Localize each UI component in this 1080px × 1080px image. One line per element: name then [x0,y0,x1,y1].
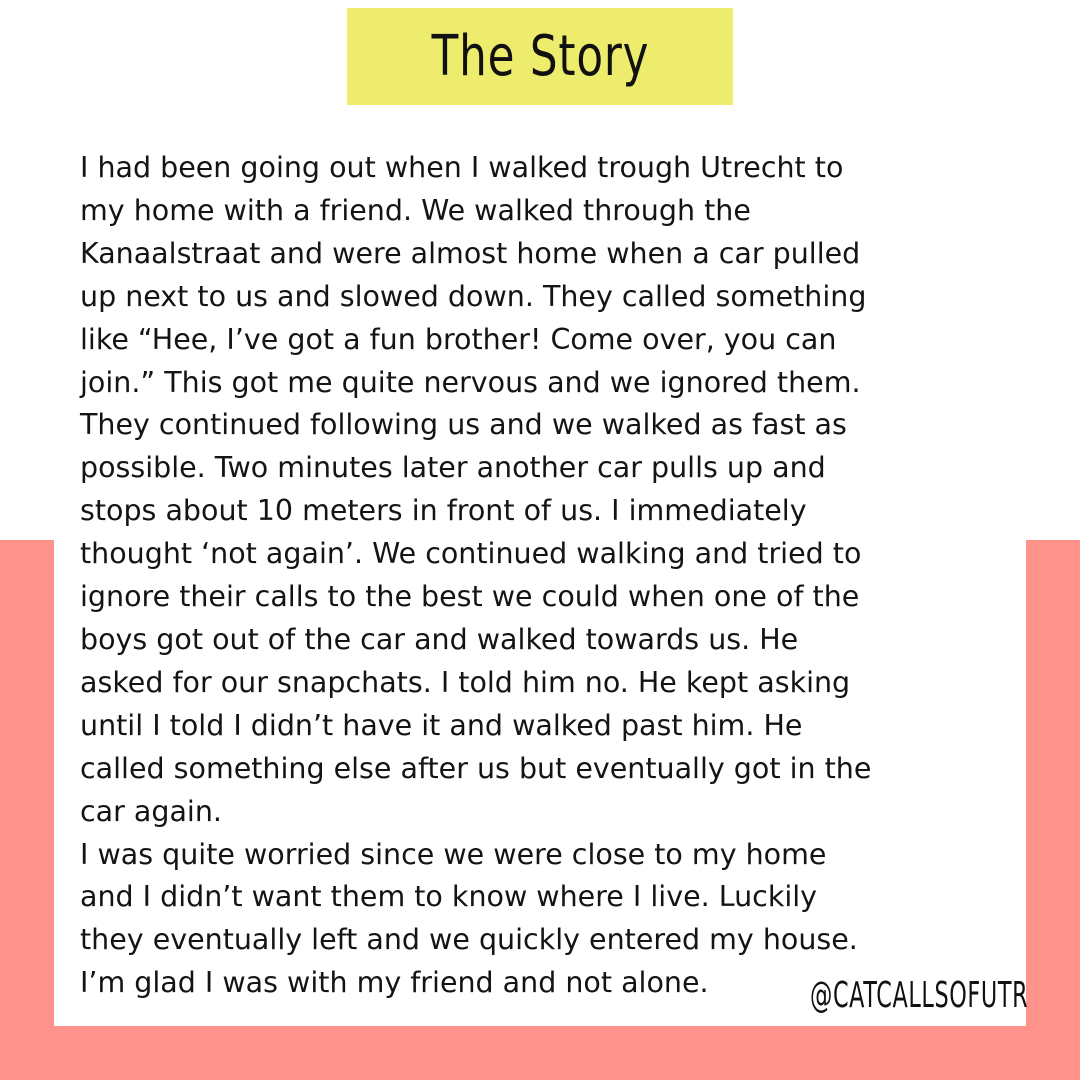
story-line: I’m glad I was with my friend and not alone. [80,966,709,1000]
story-text [80,147,1010,1005]
page-title: The Story [431,24,649,89]
story-line: I had been going out when I walked trough Utrecht to [80,151,844,184]
story-line: They continued following us and we walked as fast as [80,408,847,442]
story-line: thought ‘not again’. We continued walking and tried to [80,537,862,571]
story-line: up next to us and slowed down. They called something [80,279,867,313]
story-line: join.” This got me quite nervous and we ignored them. [80,365,861,399]
story-line: until I told I didn’t have it and walked past him. He [80,708,803,742]
story-line: called something else after us but eventually got in the [80,751,872,785]
story-line: asked for our snapchats. I told him no. He kept asking [80,665,851,699]
account-handle: @CATCALLSOFUTR [810,975,1029,1016]
story-line: and I didn’t want them to know where I live. Luckily [80,880,818,914]
story-line: my home with a friend. We walked through the [80,193,751,227]
title-highlight-box [347,8,733,105]
story-line: like “Hee, I’ve got a fun brother! Come over, you can [80,322,837,356]
story-line: car again. [80,794,222,828]
story-line: Kanaalstraat and were almost home when a car pulled [80,236,861,270]
story-line: ignore their calls to the best we could when one of the [80,580,860,614]
story-line: they eventually left and we quickly entered my house. [80,923,858,957]
story-line: I was quite worried since we were close to my home [80,837,827,871]
story-line: possible. Two minutes later another car pulls up and [80,451,826,485]
story-line: boys got out of the car and walked towards us. He [80,622,799,656]
story-line: stops about 10 meters in front of us. I immediately [80,494,807,528]
